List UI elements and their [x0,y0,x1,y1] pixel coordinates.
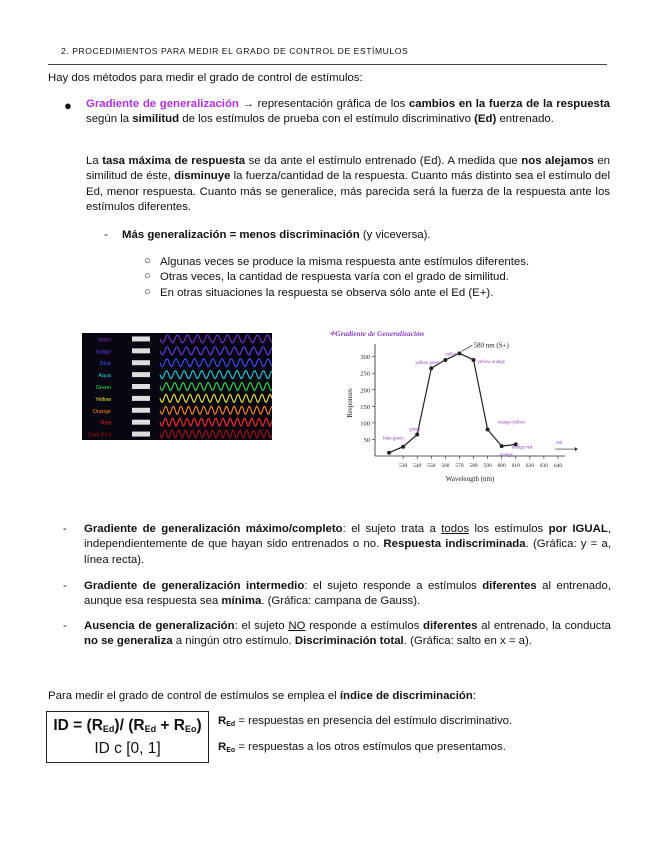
text: se da ante el estímulo entrenado (Ed). A medida que [245,155,522,167]
y-tick-label: 200 [360,387,370,395]
text: (y viceversa). [359,229,431,241]
section-title: 2. PROCEDIMIENTOS PARA MEDIR EL GRADO DE CONTROL DE ESTÍMULOS [61,46,409,56]
color-spectrum-image [82,333,272,440]
text: a ningún otro estímulo. [172,635,295,648]
x-tick-label: 640 [553,463,563,469]
spectrum-wave [160,359,272,367]
red-arrow-head [575,447,578,451]
chart-annotation: orange [499,453,513,459]
y-tick-label: 300 [360,354,370,362]
chart-annotation: red [555,441,563,447]
spectrum-label: Yellow [95,396,111,403]
bold-text: Respuesta indiscriminada [383,538,526,551]
y-axis-label: Responses [346,388,354,418]
spectrum-wave [160,406,272,414]
paragraph-max-rate [86,154,610,215]
bullet-paragraph-gradient [86,97,610,128]
spectrum-wave [160,371,272,379]
chart-annotation: 580 nm (S+) [473,341,509,350]
bold-text: diferentes [482,580,537,592]
list-item-text [84,619,611,650]
y-tick-label: 50 [363,436,370,444]
text: )/ (R [114,717,145,734]
text: : el sujeto responde a estímulos [304,580,483,592]
chart-annotation: yellow green [415,361,441,367]
x-tick-label: 600 [497,463,506,469]
chart-annotation: orange red [511,445,533,451]
x-tick-label: 550 [427,463,436,469]
dash-icon: - [63,523,67,535]
spectrum-label-box [132,336,150,341]
bullet-dot-icon: ● [64,98,72,113]
text: al entrenado, la conducta [477,620,611,632]
sub-dash-text [122,228,431,243]
x-tick-label: 530 [399,463,408,469]
intro-text: Hay dos métodos para medir el grado de control de estímulos: [48,72,363,84]
spectrum-label-box [132,432,150,437]
spectrum-wave [160,394,272,402]
spectrum-label: Orange [92,408,111,415]
spectrum-label-box [132,372,150,377]
text: = respuestas a los otros estímulos que presentamos. [235,741,506,753]
bold-text: cambios en la fuerza de la respuesta [408,98,611,110]
section-divider [48,64,607,65]
bold-text: (Ed) [474,113,497,126]
spectrum-label: Green [95,385,111,391]
bold-text: Ausencia de generalización [84,620,235,632]
data-point [486,428,490,432]
text: Para medir el grado de control de estímulos se emplea el [48,690,340,702]
spectrum-wave [160,418,272,426]
data-point [387,451,391,455]
text: : el sujeto [234,620,289,632]
bold-text: disminuye [174,170,231,183]
subscript: Ed [226,721,236,728]
bold-text: Más generalización = menos discriminación [122,229,360,241]
spectrum-label: Violet [97,337,111,344]
spectrum-label: Dark Red [87,432,111,439]
subscript: Ed [144,724,157,734]
spectrum-label: Red [100,420,111,427]
list-item-text: Otras veces, la cantidad de respuesta varía con el grado de similitud. [160,271,509,283]
bold-text: R [218,741,227,753]
data-point [401,445,405,449]
bold-text: diferentes [423,620,478,632]
text: en similitud de éste, [86,155,611,183]
formula-line-2: ID c [0, 1] [94,740,161,757]
text: ) [196,717,202,734]
list-item-text: En otras situaciones la respuesta se observa sólo ante el Ed (E+). [160,287,494,299]
x-axis-label: Wavelength (nm) [445,475,495,483]
annotation-pointer [461,345,472,351]
spectrum-wave [160,347,272,355]
data-point [443,358,447,362]
term-gradient: Gradiente de generalización [86,98,239,110]
dash-icon: - [104,229,108,241]
subscript: Eo [226,747,236,754]
bold-text: Gradiente de generalización intermedio [84,580,305,592]
text: + R [156,717,185,734]
underlined-text: NO [288,620,306,632]
text: entrenado. [496,113,554,126]
list-item-text [84,522,611,568]
spectrum-label-box [132,348,150,353]
circle-bullet-icon: ○ [144,255,151,267]
text: , independientemente de que hayan sido entrenados o no. [84,523,611,551]
subscript: Ed [102,724,115,734]
x-tick-label: 610 [511,463,520,469]
spectrum-wave [160,383,272,391]
spectrum-label: Indigo [96,349,111,356]
data-point [415,432,419,436]
bold-text: mínima [221,595,262,608]
bold-text: Gradiente de generalización máximo/completo [84,523,343,535]
text: responde a estímulos [305,620,424,632]
spectrum-svg [82,333,272,440]
text: . (Gráfica: salto en x = a). [403,635,532,648]
bold-text: R [218,715,227,727]
data-point [429,366,433,370]
spectrum-label-box [132,396,150,401]
x-tick-label: 630 [539,463,549,469]
x-tick-label: 590 [483,463,492,469]
text: . (Gráfica: campana de Gauss). [261,595,421,608]
text: al entrenado, aunque esa respuesta sea [84,580,611,608]
chart-annotation: green [409,427,420,433]
dash-icon: - [63,580,67,592]
text: de los estímulos de prueba con el estímulo discriminativo [179,113,475,126]
definition-reo [218,740,506,758]
bold-text: Discriminación total [294,635,404,648]
data-point [472,358,476,362]
text: según la [86,113,133,126]
text: : el sujeto trata a [342,523,442,535]
bold-text: nos alejamos [521,155,594,167]
list-item-text [84,579,611,610]
text: La [86,155,103,167]
y-tick-label: 100 [360,420,370,428]
x-tick-label: 540 [413,463,422,469]
text: . (Gráfica: y = a, línea recta). [84,538,611,566]
spectrum-label: Aqua [98,373,111,380]
chart-annotation: orange-yellow [497,420,526,426]
x-tick-label: 580 [469,463,478,469]
subscript: Eo [184,724,197,734]
formula-box [46,711,209,763]
bold-text: no se generaliza [84,635,173,648]
x-tick-label: 620 [525,463,534,469]
data-point [500,444,504,448]
text: : [472,690,476,702]
spectrum-wave [160,335,272,343]
y-tick-label: 150 [360,403,370,411]
chart-annotation: yellow [445,352,459,358]
generalization-chart [325,326,609,486]
text: = respuestas en presencia del estímulo discriminativo. [235,715,513,727]
spectrum-wave [160,430,272,438]
spectrum-label: Blue [99,361,111,368]
spectrum-label-box [132,420,150,425]
definition-red [218,714,512,732]
chart-title: ✧Gradiente de Generalización [329,329,425,338]
text: la fuerza/cantidad de la respuesta. Cuanto más distinto sea el estímulo del Ed, menor respuesta. Cuanto más se generalice, más parecida será la fuerza de la respuesta ante los estímulos diferentes. [86,170,610,213]
text: ID = (R [53,717,103,734]
text: los estímulos [469,523,549,535]
chart-annotation: blue-green [383,436,404,442]
series-line [389,353,516,452]
chart-annotation: yellow orange [477,359,505,365]
underlined-text: todos [441,523,470,535]
chart-svg [325,326,609,486]
y-tick-label: 250 [360,370,370,378]
list-item-text: Algunas veces se produce la misma respuesta ante estímulos diferentes. [160,256,530,268]
circle-bullet-icon: ○ [144,286,151,298]
bold-text: índice de discriminación [339,690,473,702]
circle-bullet-icon: ○ [144,270,151,282]
formula-line-1 [47,717,208,738]
text: → representación gráfica de los [238,98,409,110]
spectrum-label-box [132,360,150,365]
spectrum-label-box [132,408,150,413]
discrimination-intro [48,689,476,704]
dash-icon: - [63,620,67,632]
bold-text: similitud [132,113,180,126]
spectrum-label-box [132,384,150,389]
bold-text: tasa máxima de respuesta [102,155,246,167]
bold-text: por IGUAL [548,523,608,535]
x-tick-label: 560 [441,463,450,469]
x-tick-label: 570 [455,463,464,469]
